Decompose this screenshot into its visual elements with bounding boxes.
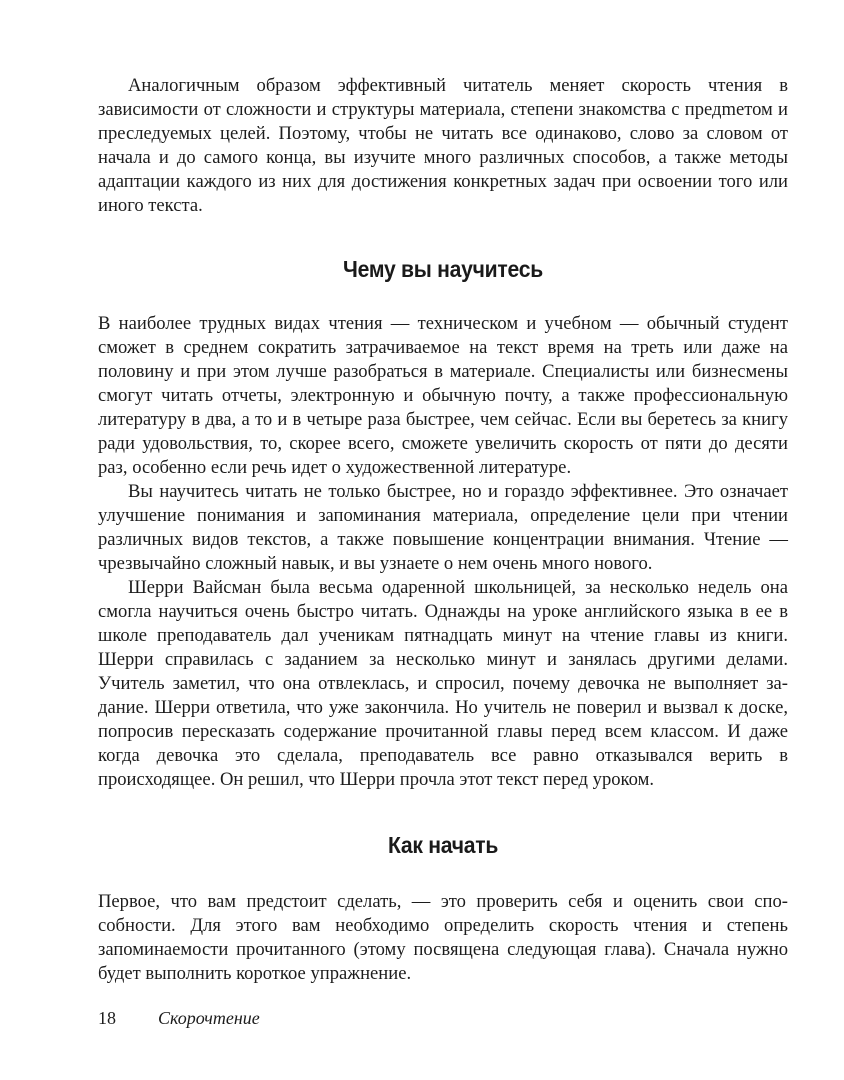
section-heading-start: Как начать xyxy=(387,832,499,858)
page-body xyxy=(98,74,788,986)
section-heading-learn: Чему вы научитесь xyxy=(343,256,543,282)
page-number: 18 xyxy=(98,1008,116,1028)
learn-paragraph-2: Вы научитесь читать не только быстрее, но и гораздо эффективнее. Это означает улучшение понимания и запоминания материала, определение цели при чтении различных видов текстов, а также повышение концентрации внимания. Чтение — чрезвычайно сложный навык, и вы узнаете о нем очень много нового. xyxy=(98,481,788,574)
page-footer xyxy=(98,1006,260,1030)
intro-paragraph: Аналогичным образом эффективный читатель меняет скорость чтения в зависимости от сложности и структуры материала, степени знакомства с предmетом и преследуемых целей. Поэтому, чтобы не читать все одинаково, слово за словом от начала и до самого конца, вы изучите много различных способов, а также методы адаптации каждого из них для достижения конкретных задач при освоении того или иного текста. xyxy=(98,75,788,216)
start-paragraph: Первое, что вам предстоит сделать, — это проверить себя и оценить свои способности. Для этого вам необходимо определить скорость чтения и степень запоминаемости прочитанного (этому посвящена следующая глава). Сначала нужно будет выполнить короткое упражнение. xyxy=(98,891,788,984)
running-title: Скорочтение xyxy=(158,1008,260,1028)
learn-paragraph-3: Шерри Вайсман была весьма одаренной школьницей, за несколько недель она смогла научиться очень быстро читать. Однажды на уроке английского языка в ее в школе преподаватель дал ученикам пятнадцать минут на чтение главы из книги. Шерри справилась с заданием за несколько минут и занялась другими делами. Учитель заметил, что она отвлеклась, и спросил, почему девочка не выполняет задание. Шерри ответила, что уже закончила. Но учитель не поверил и вызвал к доске, попросив пересказать содержание прочитанной главы перед всем классом. И даже когда девочка это сделала, преподаватель все равно отказывался верить в происходящее. Он решил, что Шерри прочла этот текст перед уроком. xyxy=(98,577,788,790)
learn-paragraph-1: В наиболее трудных видах чтения — техническом и учебном — обычный студент сможет в среднем сократить затрачиваемое на текст время на треть или даже на половину и при этом лучше разобраться в материале. Специалисты или бизнесмены смогут читать отчеты, электронную и обычную почту, а также профессиональную литературу в два, а то и в четыре раза быстрее, чем сейчас. Если вы беретесь за книгу ради удовольствия, то, скорее всего, сможете увеличить скорость от пяти до десяти раз, особенно если речь идет о художественной литературе. xyxy=(98,313,788,478)
